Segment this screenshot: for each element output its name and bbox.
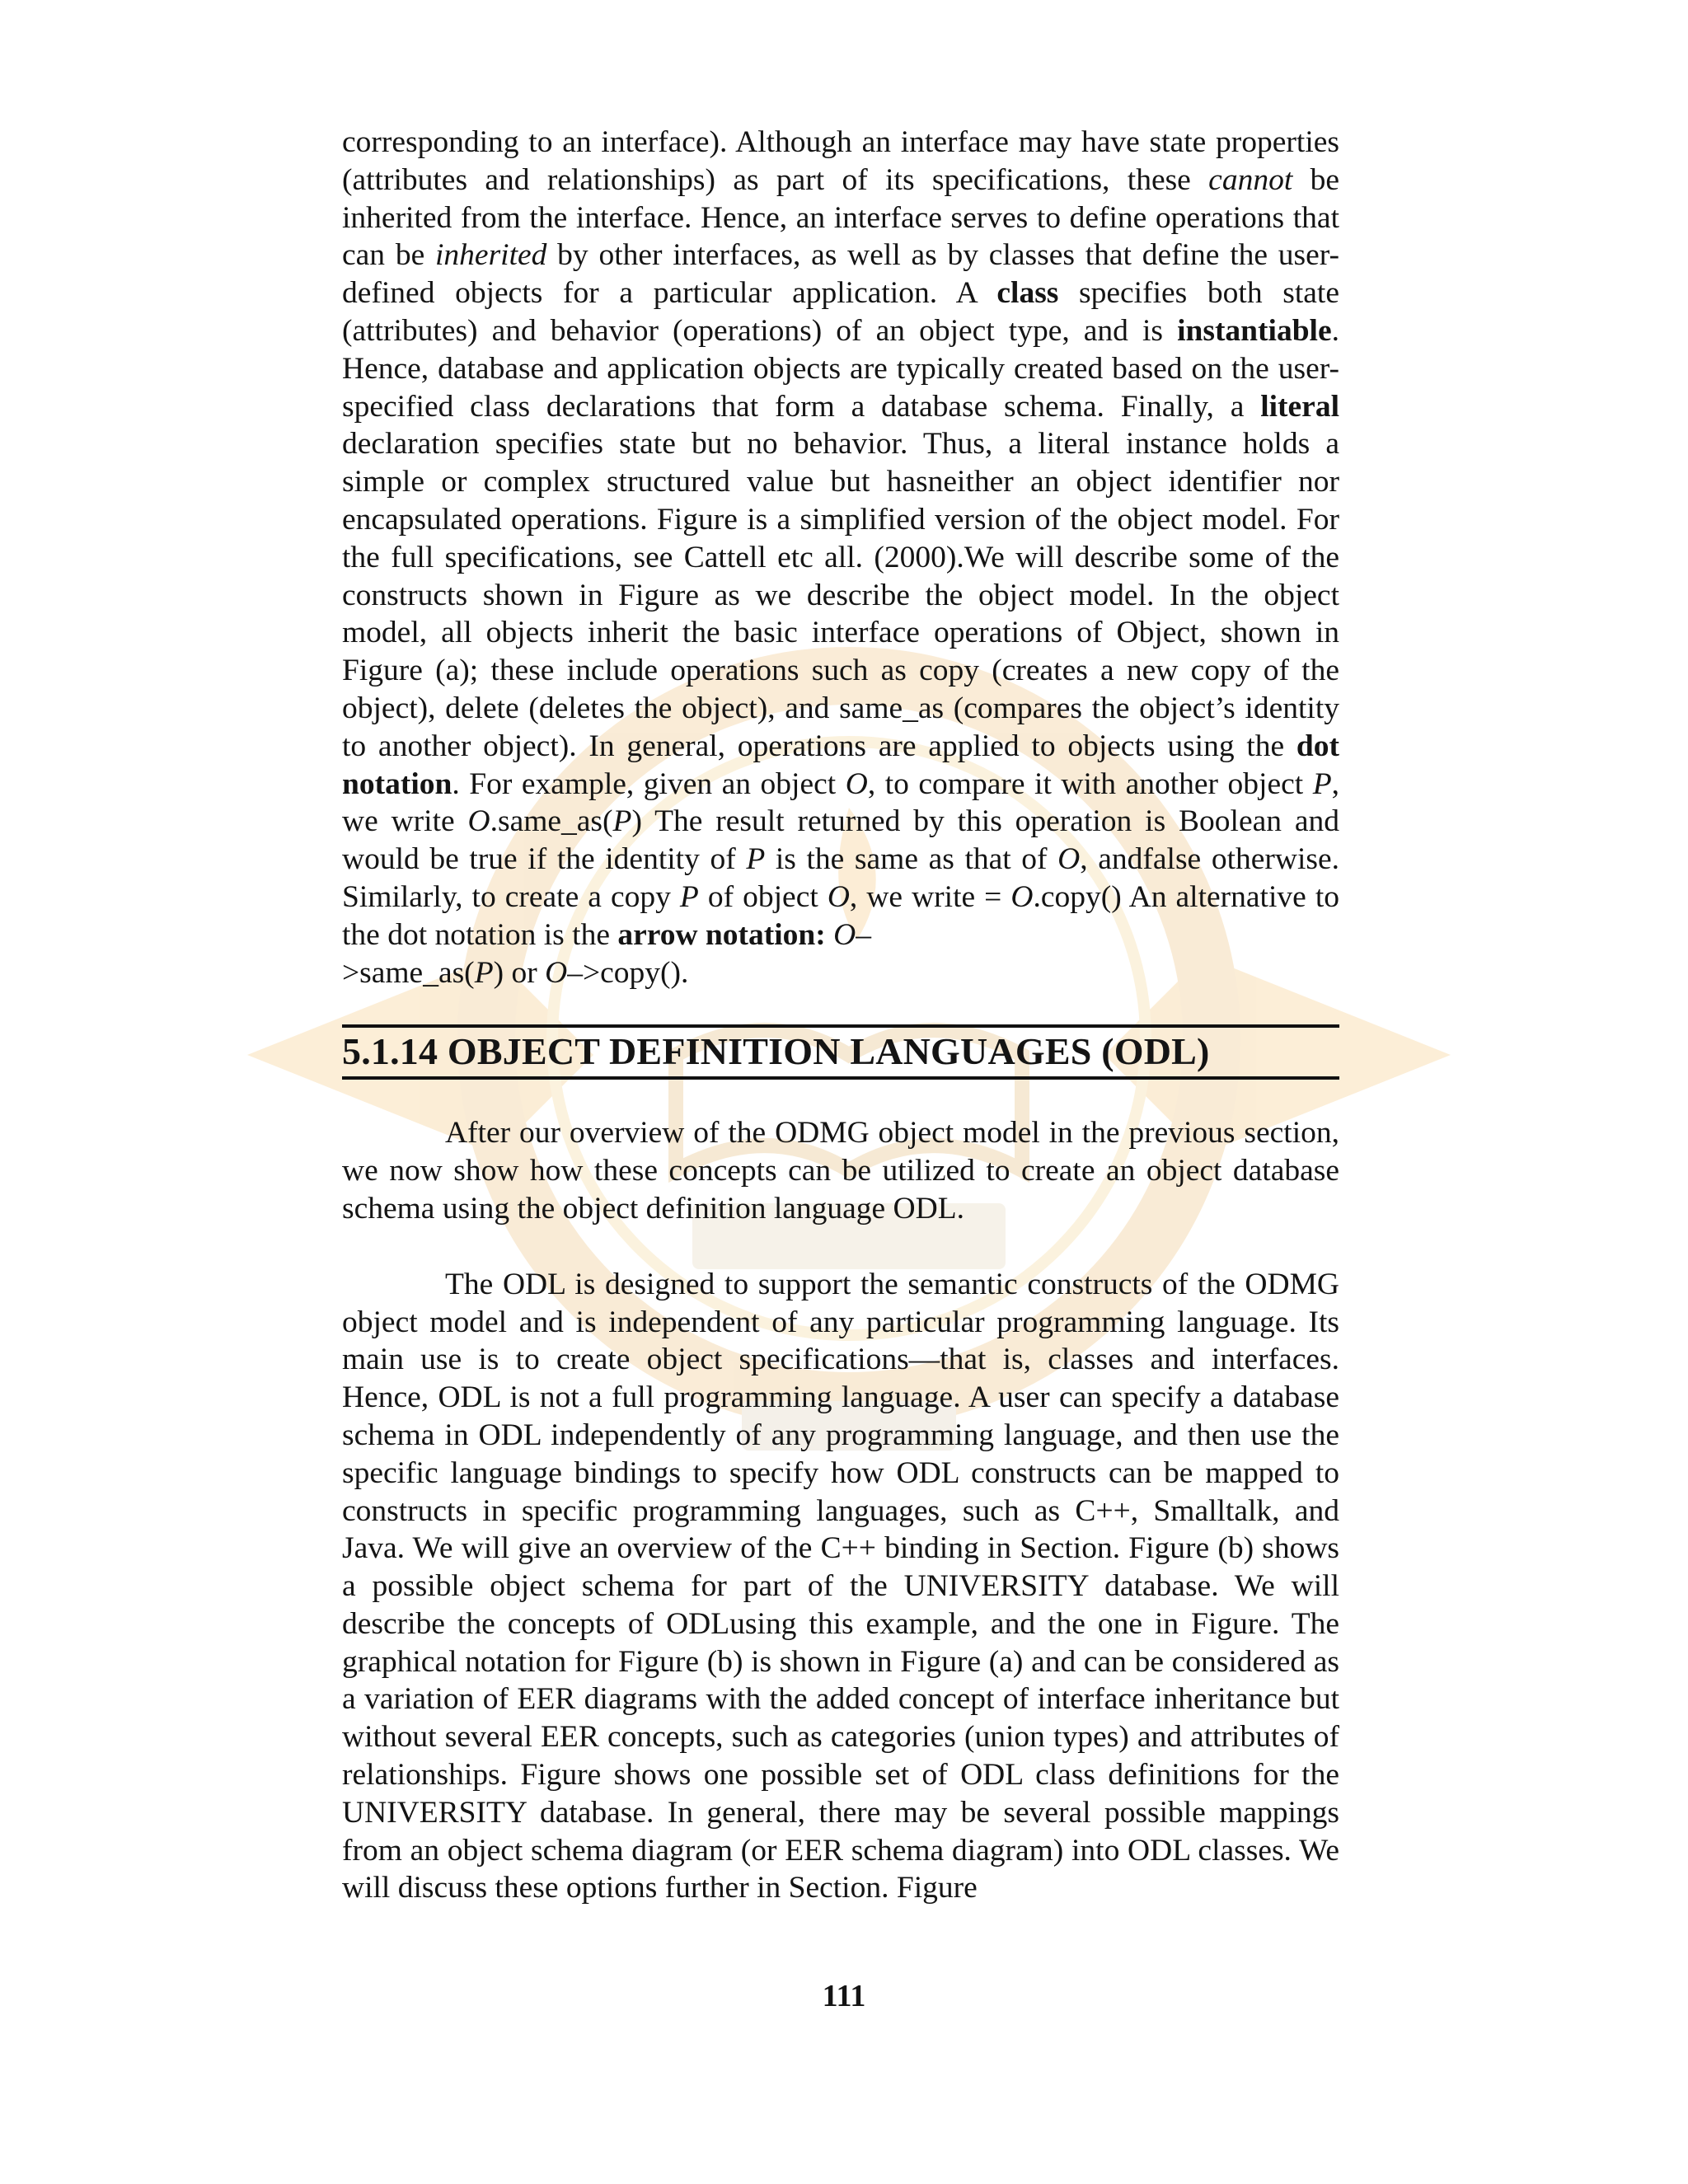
page-content — [342, 124, 1339, 1907]
paragraph-odl-overview: After our overview of the ODMG object model in the previous section, we now show how these concepts can be utilized to create an object database schema using the object definition language ODL. — [342, 1116, 1339, 1226]
heading-top-rule — [342, 1024, 1339, 1028]
page-number: 111 — [822, 1979, 866, 2013]
paragraph-odl-design: The ODL is designed to support the semantic constructs of the ODMG object model and is independent of any particular programming language. Its main use is to create object specifications—that is, classes and interfaces. Hence, ODL is not a full programming language. A user can specify a database schema in ODL independently of any programming language, and then use the specific language bindings to specify how ODL constructs can be mapped to constructs in specific programming languages, such as C++, Smalltalk, and Java. We will give an overview of the C++ binding in Section. Figure (b) shows a possible object schema for part of the UNIVERSITY database. We will describe the concepts of ODLusing this example, and the one in Figure. The graphical notation for Figure (b) is shown in Figure (a) and can be considered as a variation of EER diagrams with the added concept of interface inheritance but without several EER concepts, such as categories (union types) and attributes of relationships. Figure shows one possible set of ODL class definitions for the UNIVERSITY database. In general, there may be several possible mappings from an object schema diagram (or EER schema diagram) into ODL classes. We will discuss these options further in Section. Figure — [342, 1267, 1339, 1905]
paragraph-object-model: corresponding to an interface). Although an interface may have state properties (attributes and relationships) as part of its specifications, these cannot be inherited from the interface. Hence, an interface serves to define operations that can be inherited by other interfaces, as well as by classes that define the user-defined objects for a particular application. A class specifies both state (attributes) and behavior (operations) of an object type, and is instantiable. Hence, database and application objects are typically created based on the user-specified class declarations that form a database schema. Finally, a literal declaration specifies state but no behavior. Thus, a literal instance holds a simple or complex structured value but hasneither an object identifier nor encapsulated operations. Figure is a simplified version of the object model. For the full specifications, see Cattell etc all. (2000).We will describe some of the constructs shown in Figure as we describe the object model. In the object model, all objects inherit the basic interface operations of Object, shown in Figure (a); these include operations such as copy (creates a new copy of the object), delete (deletes the object), and same_as (compares the object’s identity to another object). In general, operations are applied to objects using the dot notation. For example, given an object O, to compare it with another object P, we write O.same_as(P) The result returned by this operation is Boolean and would be true if the identity of P is the same as that of O, andfalse otherwise. Similarly, to create a copy P of object O, we write = O.copy() An alternative to the dot notation is the arrow notation: O– — [342, 125, 1340, 952]
heading-bottom-rule — [342, 1076, 1339, 1080]
paragraph-object-model-last-line: >same_as(P) or O–>copy(). — [342, 955, 689, 990]
section-heading-block — [342, 1024, 1339, 1080]
section-heading: 5.1.14 OBJECT DEFINITION LANGUAGES (ODL) — [342, 1030, 1210, 1073]
